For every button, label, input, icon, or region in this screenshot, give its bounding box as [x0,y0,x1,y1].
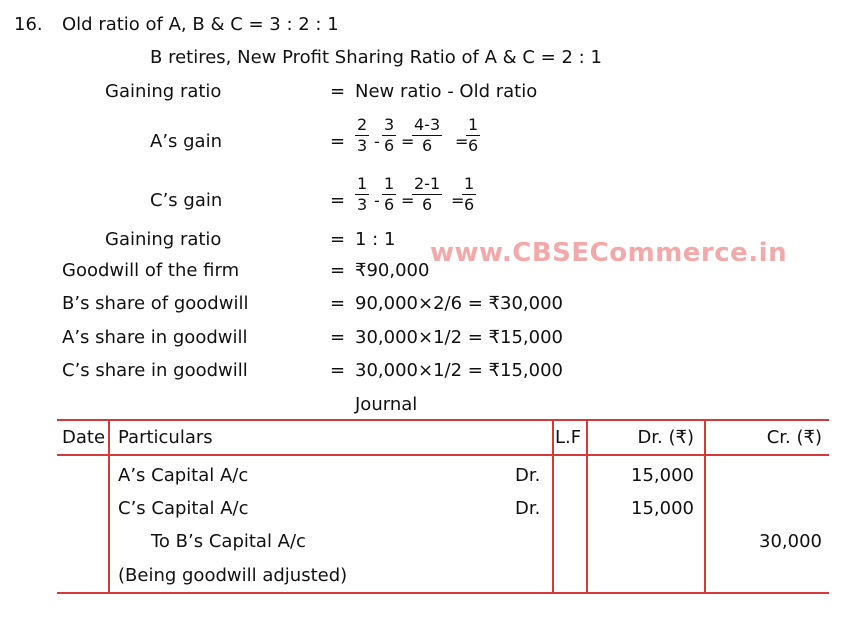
gaining-ratio-result: 1 : 1 [355,229,396,250]
table-bottom-rule [57,592,829,594]
a-share-label: A’s share in goodwill [62,327,248,348]
drcr-marker: Dr. [515,465,541,486]
equals-sign: = [330,293,346,314]
fraction [412,175,442,214]
equals-sign: = [330,81,346,102]
gaining-ratio-label: Gaining ratio [105,81,222,102]
fraction [466,116,480,155]
table-header-rule [57,454,829,456]
equals-sign: = [330,327,346,348]
debit-amount: 15,000 [631,498,694,519]
c-gain-label: C’s gain [150,190,223,211]
a-gain-label: A’s gain [150,131,222,152]
journal-title: Journal [355,394,418,415]
question-number: 16. [14,14,43,35]
denominator: 6 [384,195,395,214]
c-share-value: 30,000×1/2 = ₹15,000 [355,360,563,381]
equals-sign: = [330,260,346,281]
particulars-cell: To B’s Capital A/c [151,531,306,552]
equals-operator: = [401,191,415,210]
numerator: 1 [468,115,479,134]
narration-cell: (Being goodwill adjusted) [118,565,348,586]
drcr-marker: Dr. [515,498,541,519]
numerator: 4-3 [414,115,441,134]
equals-sign: = [330,229,346,250]
b-share-value: 90,000×2/6 = ₹30,000 [355,293,563,314]
goodwill-label: Goodwill of the firm [62,260,240,281]
fraction [462,175,476,214]
denominator: 6 [421,136,433,155]
column-divider [586,420,588,593]
fraction [382,116,396,155]
equals-sign: = [330,131,346,152]
equals-operator: = [455,132,469,151]
denominator: 3 [357,195,368,214]
header-lf: L.F [555,427,582,448]
a-share-value: 30,000×1/2 = ₹15,000 [355,327,563,348]
equals-operator: = [451,191,465,210]
denominator: 3 [357,136,368,155]
header-debit: Dr. (₹) [637,427,694,448]
numerator: 1 [357,174,368,193]
equals-operator: = [401,132,415,151]
b-share-label: B’s share of goodwill [62,293,249,314]
denominator: 6 [468,136,479,155]
column-divider [552,420,554,593]
column-divider [108,420,110,593]
header-date: Date [62,427,106,448]
denominator: 6 [464,195,475,214]
gaining-ratio-result-label: Gaining ratio [105,229,222,250]
table-top-rule [57,419,829,421]
header-credit: Cr. (₹) [766,427,822,448]
particulars-cell: C’s Capital A/c [118,498,249,519]
numerator: 3 [384,115,395,134]
old-ratio-line: Old ratio of A, B & C = 3 : 2 : 1 [62,14,339,35]
minus-operator: - [374,132,380,151]
minus-operator: - [374,191,380,210]
fraction [412,116,442,155]
numerator: 2 [357,115,368,134]
denominator: 6 [421,195,433,214]
fraction [355,175,369,214]
numerator: 1 [464,174,475,193]
goodwill-value: ₹90,000 [355,260,430,281]
equals-sign: = [330,190,346,211]
c-share-label: C’s share in goodwill [62,360,248,381]
header-particulars: Particulars [118,427,213,448]
watermark: www.CBSECommerce.in [430,238,788,268]
denominator: 6 [384,136,395,155]
fraction [382,175,396,214]
particulars-cell: A’s Capital A/c [118,465,249,486]
credit-amount: 30,000 [759,531,822,552]
fraction [355,116,369,155]
debit-amount: 15,000 [631,465,694,486]
equals-sign: = [330,360,346,381]
column-divider [704,420,706,593]
numerator: 1 [384,174,395,193]
new-ratio-line: B retires, New Profit Sharing Ratio of A & C = 2 : 1 [150,47,602,68]
numerator: 2-1 [414,174,441,193]
gaining-ratio-formula: New ratio - Old ratio [355,81,538,102]
